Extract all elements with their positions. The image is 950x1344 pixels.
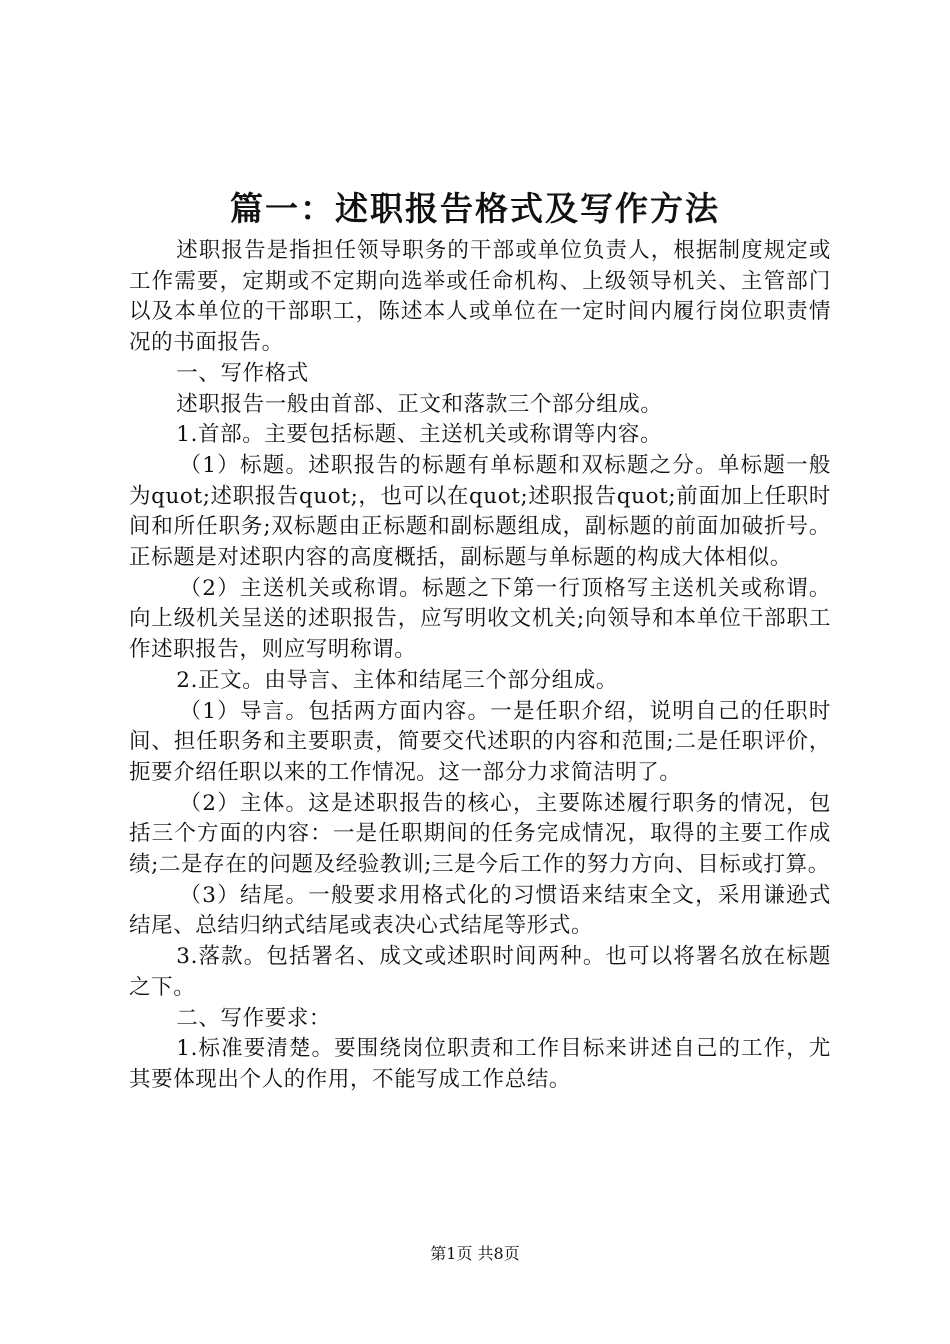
section-heading-requirements: 二、写作要求： [176, 1005, 331, 1031]
paragraph-ending-rule: （3）结尾。一般要求用格式化的习惯语来结束全文，采用谦逊式结尾、总结归纳式结尾或表决心式结尾等形式。 [129, 882, 831, 939]
paragraph-title-rule: （1）标题。述职报告的标题有单标题和双标题之分。单标题一般为quot;述职报告quot;，也可以在quot;述职报告quot;前面加上任职时间和所任职务;双标题由正标题和副标题组成，副标题的前面加破折号。正标题是对述职内容的高度概括，副标题与单标题的构成大体相似。 [129, 452, 831, 571]
section-heading-format: 一、写作格式 [176, 360, 309, 386]
paragraph-signature-rule: 3.落款。包括署名、成文或述职时间两种。也可以将署名放在标题之下。 [129, 944, 831, 1000]
paragraph-main-text: 2.正文。由导言、主体和结尾三个部分组成。 [176, 667, 618, 693]
paragraph-header-part: 1.首部。主要包括标题、主送机关或称谓等内容。 [176, 422, 663, 448]
page-number-footer: 第1页 共8页 [430, 1244, 520, 1263]
paragraph-composition: 述职报告一般由首部、正文和落款三个部分组成。 [176, 391, 663, 417]
paragraph-introduction-rule: （1）导言。包括两方面内容。一是任职介绍，说明自己的任职时间、担任职务和主要职责，简要交代述职的内容和范围;二是任职评价，扼要介绍任职以来的工作情况。这一部分力求简洁明了。 [129, 698, 831, 785]
document-body [129, 236, 831, 1096]
paragraph-body-rule: （2）主体。这是述职报告的核心，主要陈述履行职务的情况，包括三个方面的内容：一是任职期间的任务完成情况，取得的主要工作成绩;二是存在的问题及经验教训;三是今后工作的努力方向、目标或打算。 [129, 790, 831, 878]
paragraph-intro: 述职报告是指担任领导职务的干部或单位负责人，根据制度规定或工作需要，定期或不定期向选举或任命机构、上级领导机关、主管部门以及本单位的干部职工，陈述本人或单位在一定时间内履行岗位职责情况的书面报告。 [129, 238, 831, 356]
paragraph-requirement-1: 1.标准要清楚。要围绕岗位职责和工作目标来讲述自己的工作，尤其要体现出个人的作用，不能写成工作总结。 [129, 1036, 831, 1092]
document-title: 篇一：述职报告格式及写作方法 [230, 189, 720, 228]
paragraph-recipient-rule: （2）主送机关或称谓。标题之下第一行顶格写主送机关或称谓。向上级机关呈送的述职报告，应写明收文机关;向领导和本单位干部职工作述职报告，则应写明称谓。 [129, 575, 831, 663]
